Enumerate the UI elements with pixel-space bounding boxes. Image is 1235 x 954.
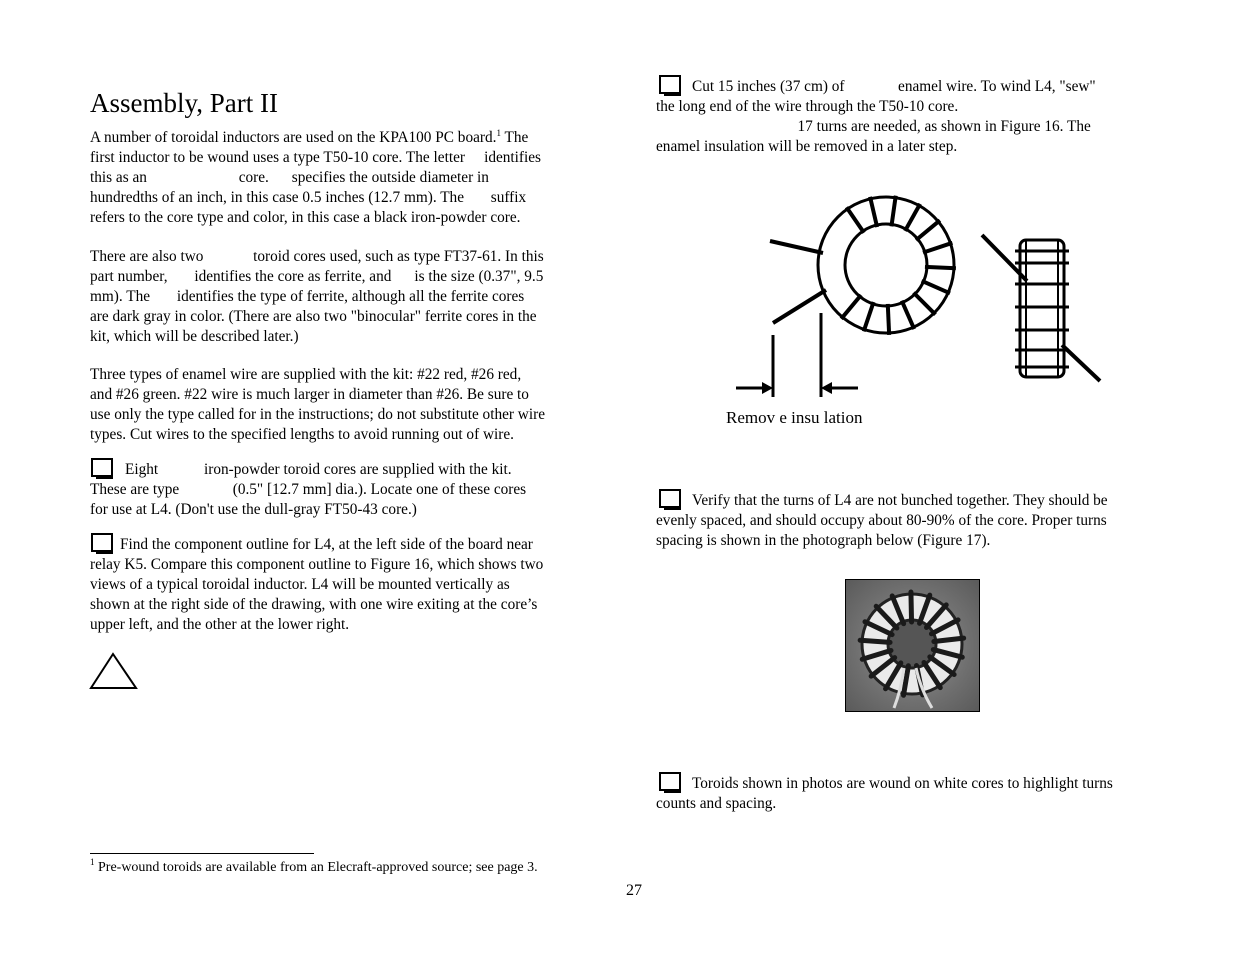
intro-paragraph: A number of toroidal inductors are used on the KPA100 PC board.$^1$ The first inductor to be wound uses a type T50-10 core. The letter identifies this as an core. specifies the outside diameter in hundredths of an inch, in this case 0.5 inches (12.7 mm). The suffix refers to the core type and color, in this case a black iron-powder core. <box>90 128 542 226</box>
winding-turn <box>864 302 874 331</box>
toroid-winding-diagram <box>730 185 1110 400</box>
warning-triangle-icon <box>89 652 139 690</box>
photo-winding-turn <box>860 640 890 642</box>
winding-turn <box>891 196 895 227</box>
winding-turn <box>888 304 889 335</box>
winding-turn <box>922 281 950 294</box>
figure-caption-remove-insulation: Remov e insu lation <box>726 408 863 427</box>
step-toroids-note-text: Toroids shown in photos are wound on white cores to highlight turns counts and spacing. <box>656 775 1113 812</box>
photo-winding-turn <box>934 638 964 641</box>
page-number: 27 <box>626 882 642 899</box>
photo-winding-turn <box>911 592 912 622</box>
footnote-divider <box>90 853 314 854</box>
winding-turn <box>846 207 863 233</box>
step-cut-wire-text: Cut 15 inches (37 cm) of enamel wire. To wind L4, "sew" the long end of the wire through the T50-10 core. 17 turns are needed, as shown in Figure 16. The enamel insulation will be removed in a later step. <box>656 78 1096 155</box>
toroid-photo <box>845 579 980 712</box>
winding-turn <box>905 204 920 231</box>
step-find-outline-text: Find the component outline for L4, at the left side of the board near relay K5. Compare this component outline to Figure 16, which shows two views of a typical toroidal inductor. L4 will be mounted vertically as shown at the right side of the drawing, with one wire exiting at the core’s upper left, and the other at the lower right. <box>90 536 544 633</box>
step-verify-turns-text: Verify that the turns of L4 are not bunched together. They should be evenly spaced, and should occupy about 80-90% of the core. Proper turns spacing is shown in the photograph below (Figure 17). <box>656 492 1108 549</box>
winding-turn <box>916 220 940 240</box>
ferrite-paragraph: There are also two toroid cores used, such as type FT37-61. In this part number, identifies the core as ferrite, and is the size (0.37", 9.5 mm). The identifies the type of ferrite, although all the ferrite cores are dark gray in color. (There are also two "binocular" ferrite cores in the kit, which will be described later.) <box>90 248 544 345</box>
winding-turn <box>902 301 914 329</box>
winding-turn <box>870 197 877 227</box>
toroid-photo-image <box>846 580 979 711</box>
winding-turn <box>925 267 956 268</box>
footnote-reference: 1 <box>496 128 501 138</box>
step-eight-cores-text: Eight iron-powder toroid cores are supplied with the kit. These are type (0.5" [12.7 mm] dia.). Locate one of these cores for use at L4. (Don't use the dull-gray FT50-43 core.) <box>90 461 527 518</box>
winding-turn <box>841 295 861 319</box>
footnote-mark: 1 <box>90 857 95 867</box>
winding-turn <box>914 293 936 315</box>
wire-paragraph: Three types of enamel wire are supplied with the kit: #22 red, #26 red, and #26 green. #22 wire is much larger in diameter than #26. Be sure to use only the type called for in the instructions; do not substitute other wire types. Cut wires to the specified lengths to avoid running out of wire. <box>90 366 545 443</box>
page-title: Assembly, Part II <box>90 88 278 118</box>
winding-turn <box>923 243 952 253</box>
footnote: $^1$ Pre-wound toroids are available from an Elecraft-approved source; see page 3. <box>90 857 538 875</box>
